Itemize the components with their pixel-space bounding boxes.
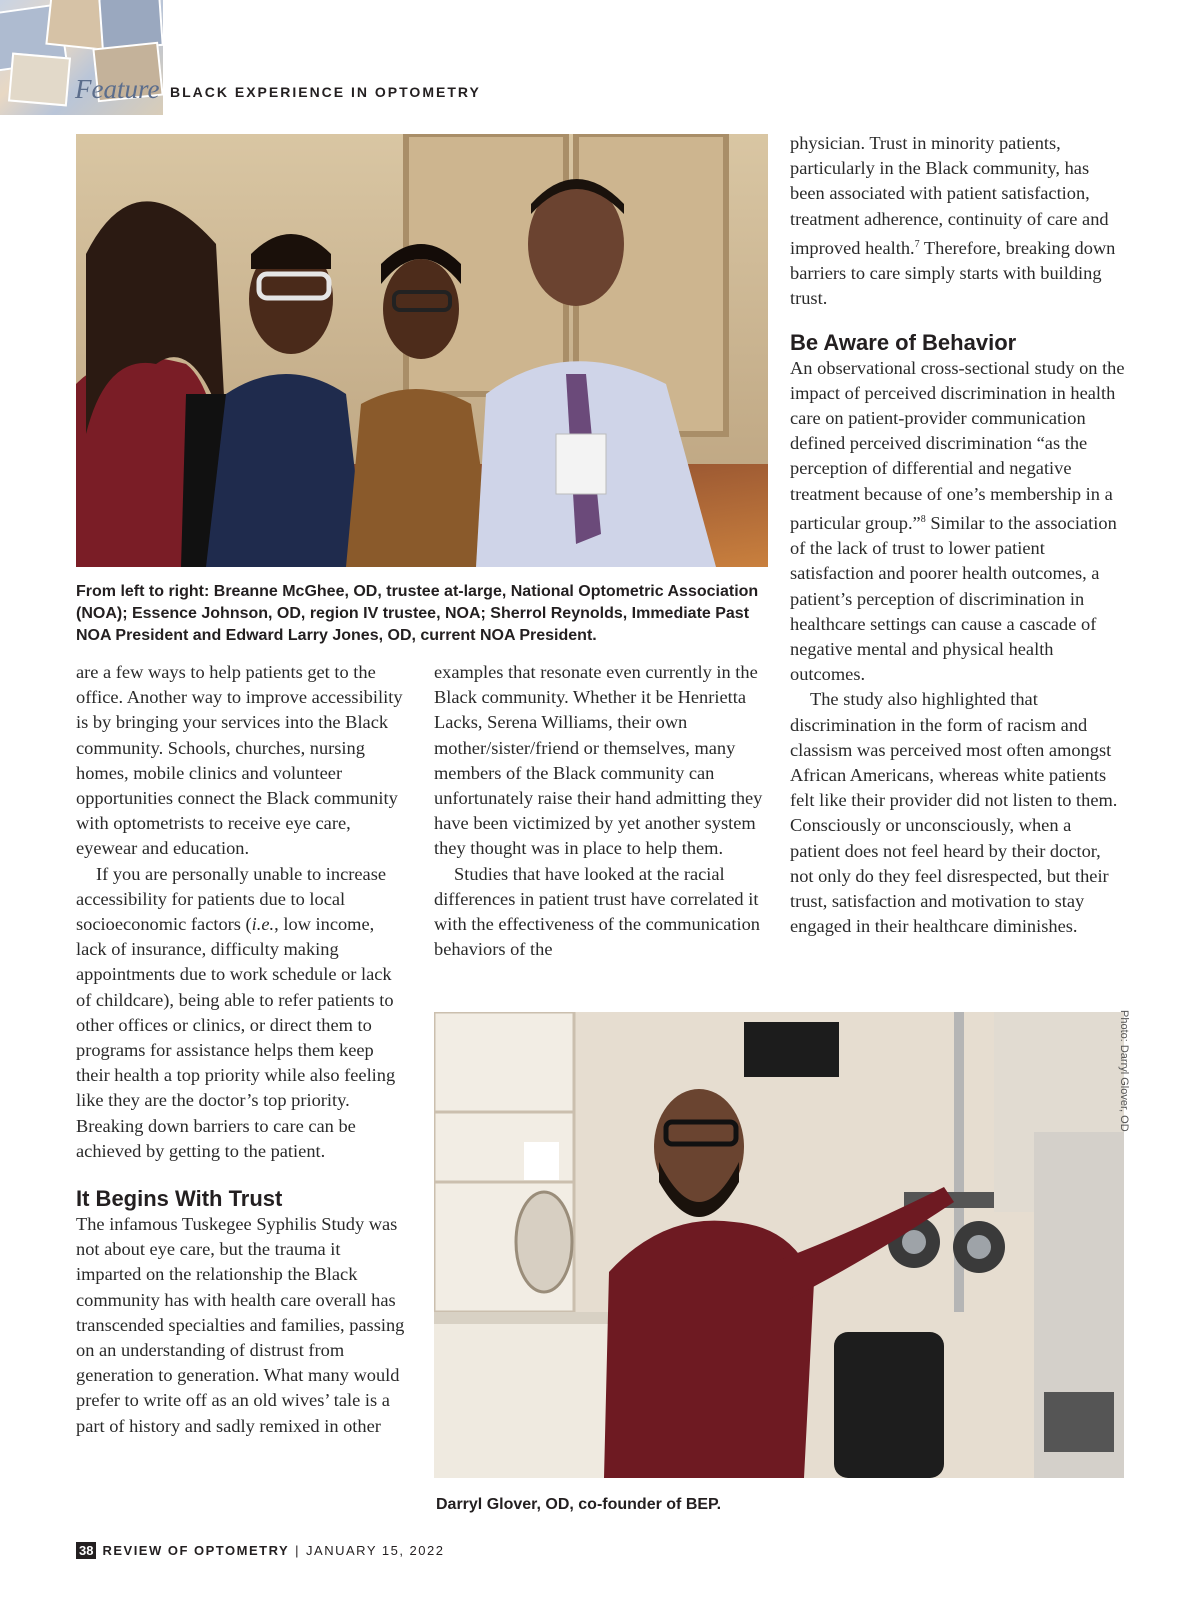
reference-7: 7: [914, 238, 920, 250]
page-footer: [76, 1542, 444, 1559]
reference-8: 8: [920, 513, 926, 525]
col3-paragraph-2-start: An observational cross-sectional study on the impact of perceived discrimination in health care on patient-provider communication defined perceived discrimination “as the perception of differential and negative treatment because of one’s membership in a particular group.”: [790, 357, 1125, 533]
col3-paragraph-2-end: Similar to the association of the lack of trust to lower patient satisfaction and poorer health outcomes, a patient’s perception of discrimination in healthcare settings can cause a cascade of negative mental and physical health outcomes.: [790, 512, 1117, 685]
col3-paragraph-2: [790, 356, 1125, 688]
photo-credit: Photo: Darryl Glover, OD: [1118, 1010, 1130, 1132]
group-photo-illustration: [76, 134, 768, 567]
page-number: 38: [76, 1542, 96, 1559]
col1-paragraph-2: [76, 862, 409, 1164]
column-1: [76, 660, 409, 1439]
ie-abbreviation: i.e.: [251, 914, 275, 935]
col3-paragraph-1-end: Therefore, breaking down barriers to care simply starts with building trust.: [790, 237, 1116, 309]
col1-paragraph-3: The infamous Tuskegee Syphilis Study was not about eye care, but the trauma it imparted on the relationship the Black community has with health care overall has transcended specialties and families, passing on an understanding of distrust from generation to generation. What many would prefer to write off as an old wives’ tale is a part of history and sadly remixed in other: [76, 1214, 405, 1436]
col1-paragraph-2-end: , low income, lack of insurance, difficulty making appointments due to work schedule or lack of childcare), being able to refer patients to other offices or clinics, or direct them to programs for assistance helps them keep their health a top priority while also feeling like they are the doctor’s top priority. Breaking down barriers to care can be achieved by getting to the patient.: [76, 914, 396, 1161]
heading-be-aware-of-behavior: Be Aware of Behavior: [790, 329, 1017, 355]
col1-paragraph-1: are a few ways to help patients get to the office. Another way to improve accessibility is by bringing your services into the Black community. Schools, churches, nursing homes, mobile clinics and volunteer opportunities connect the Black community with optometrists to receive eye care, eyewear and education.: [76, 662, 403, 859]
column-2: [434, 660, 767, 962]
heading-it-begins-with-trust: It Begins With Trust: [76, 1186, 283, 1212]
col1-paragraph-2-start: If you are personally unable to increase accessibility for patients due to local socioeconomic factors (: [76, 863, 387, 935]
group-photo-caption: From left to right: Breanne McGhee, OD, trustee at-large, National Optometric Association (NOA); Essence Johnson, OD, region IV trustee, NOA; Sherrol Reynolds, Immediate Past NOA President and Edward Larry Jones, OD, current NOA President.: [76, 583, 759, 644]
col3-paragraph-3: The study also highlighted that discrimination in the form of racism and classism was perceived most often amongst African Americans, whereas white patients felt like their provider did not listen to them. Consciously or unconsciously, when a patient does not feel heard by their doctor, not only do they feel disrespected, but their trust, satisfaction and motivation to stay engaged in their healthcare diminishes.: [790, 689, 1118, 937]
magazine-name: REVIEW OF OPTOMETRY: [102, 1543, 290, 1558]
section-label: BLACK EXPERIENCE IN OPTOMETRY: [170, 84, 481, 100]
col3-paragraph-1: [790, 131, 1125, 312]
footer-separator: |: [295, 1543, 301, 1558]
column-3: [790, 131, 1125, 939]
col2-paragraph-1: examples that resonate even currently in the Black community. Whether it be Henrietta Lacks, Serena Williams, their own mother/sister/friend or themselves, many members of the Black community can unfortunately raise their hand admitting they have been victimized by yet another system they thought was in place to help them.: [434, 662, 763, 859]
feature-label: Feature: [75, 74, 160, 104]
glover-photo-caption: Darryl Glover, OD, co-founder of BEP.: [436, 1496, 722, 1513]
issue-date: JANUARY 15, 2022: [306, 1543, 445, 1558]
col3-paragraph-1-start: physician. Trust in minority patients, particularly in the Black community, has been associated with patient satisfaction, treatment adherence, continuity of care and improved health.: [790, 133, 1109, 258]
exam-room-illustration: [434, 1012, 1124, 1478]
darryl-glover-photo: [434, 1012, 1124, 1478]
group-photo: [76, 134, 768, 567]
col2-paragraph-2: Studies that have looked at the racial differences in patient trust have correlated it with the effectiveness of the communication behaviors of the: [434, 863, 760, 960]
